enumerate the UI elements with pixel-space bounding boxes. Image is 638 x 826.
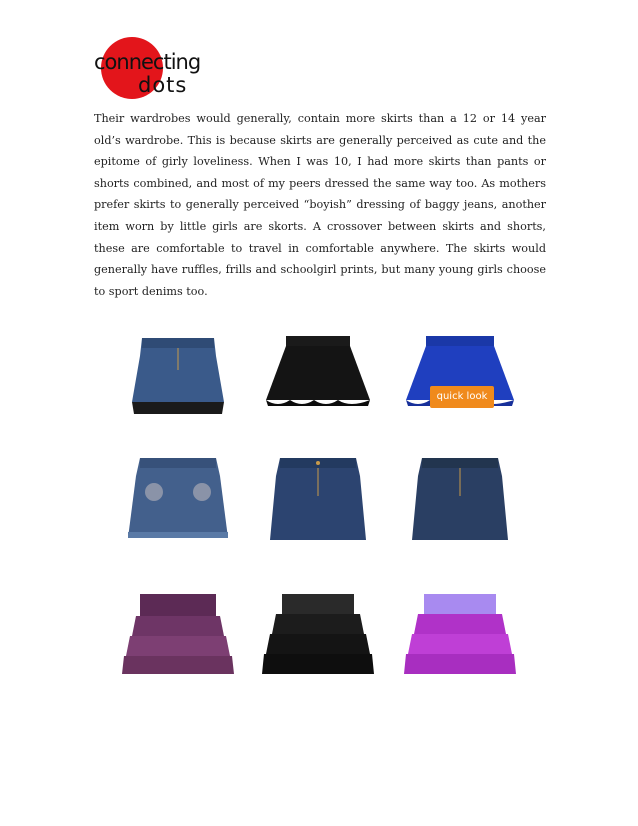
skirt-image-violet-ruffle xyxy=(400,590,520,700)
quick-look-button[interactable]: quick look xyxy=(430,386,494,408)
skirt-image-purple-tiered xyxy=(118,590,238,700)
skirt-image-blue-pleated xyxy=(400,330,520,440)
article-paragraph: Their wardrobes would generally, contain more skirts than a 12 or 14 year old’s wardrobe. This is because skirts are generally perceived as cute and the epitome of girly loveliness. When I was 10, I had more skirts than pants or shorts combined, and most of my peers dressed the same way too. As mothers prefer skirts to generally perceived “boyish” dressing of baggy jeans, another item worn by little girls are skorts. A crossover between skirts and shorts, these are comfortable to travel in comfortable anywhere. The skirts would generally have ruffles, frills and schoolgirl prints, but many young girls choose to sport denims too. xyxy=(94,112,546,298)
logo-line2: dots xyxy=(138,73,188,97)
skirt-image-black-tulle xyxy=(258,590,378,700)
skirt-image-embellished-denim xyxy=(118,452,238,562)
skirt-image-dark-denim xyxy=(258,452,378,562)
connecting-dots-logo xyxy=(92,36,222,100)
skirt-image-denim-lace xyxy=(118,330,238,440)
logo-line1: connecting xyxy=(94,50,201,74)
skirt-image-dark-wash-denim xyxy=(400,452,520,562)
skirt-image-black-pleated xyxy=(258,330,378,440)
